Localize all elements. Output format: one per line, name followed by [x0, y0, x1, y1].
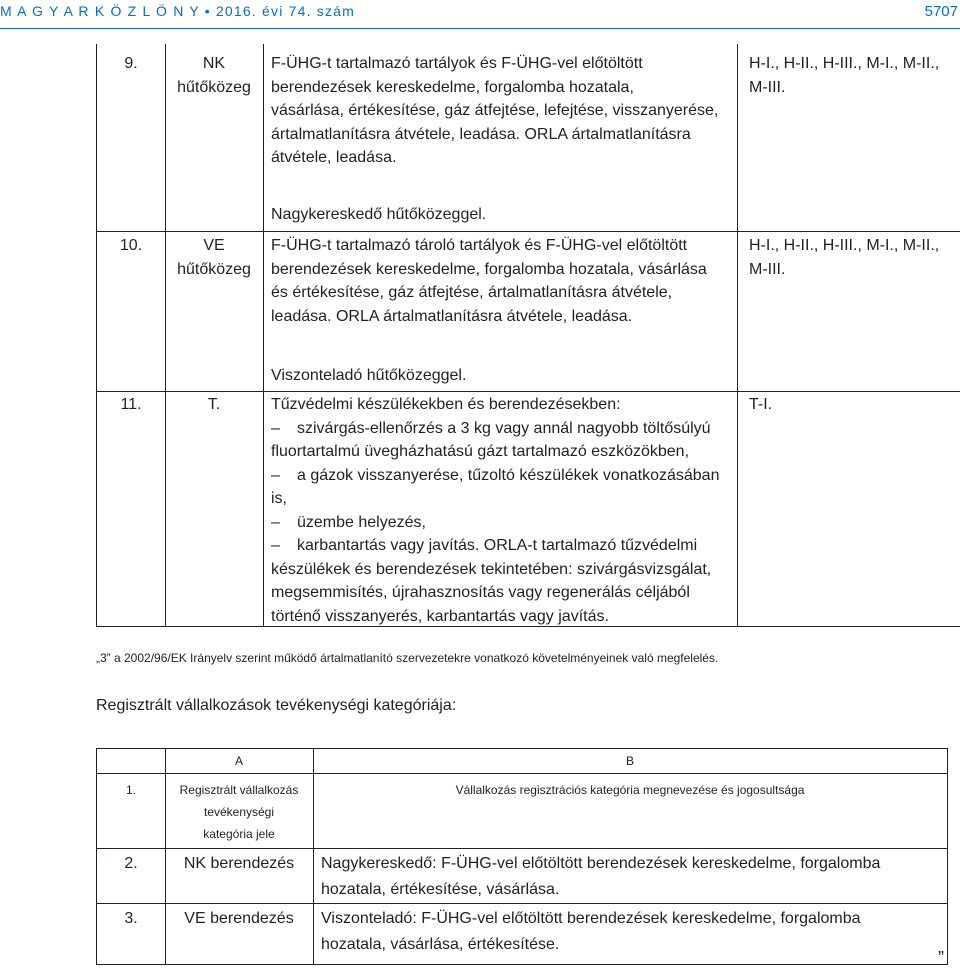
category-code-line: VE	[203, 237, 225, 254]
cell-line: tevékenységi	[203, 805, 275, 819]
activity-table	[96, 44, 960, 627]
column-divider	[737, 44, 738, 626]
requirement-line: H-I., H-II., H-III., M-I., M-II.,	[749, 237, 940, 254]
row-divider	[97, 903, 947, 904]
cell-line: hozatala, vásárlása, értékesítése.	[321, 936, 560, 953]
description-line: készülékek és berendezések tekintetében: szivárgásvizsgálat,	[271, 560, 712, 578]
requirement-codes: T-I.	[749, 396, 773, 413]
row-number: 2.	[124, 855, 138, 872]
cell-line: kategória jele	[203, 827, 275, 841]
row-divider	[97, 391, 960, 392]
category-code-cell: VE berendezés	[184, 910, 294, 927]
description-line: történő visszanyerés, karbantartás vagy javítás.	[271, 607, 609, 625]
category-code-line: NK	[202, 55, 226, 72]
row-number: 9.	[124, 55, 138, 72]
description-line: ártalmatlanításra átvétele, leadása. ORLA ártalmatlanításra	[271, 125, 691, 143]
activity-note: Nagykereskedő hűtőközeggel.	[271, 206, 487, 223]
requirement-line: M-III.	[749, 260, 786, 278]
cell-line: Viszonteladó: F-ÜHG-vel előtöltött berendezések kereskedelme, forgalomba	[321, 910, 861, 927]
activity-description	[271, 393, 737, 628]
requirement-codes	[749, 234, 960, 281]
column-header-a: A	[234, 754, 243, 768]
description-list-item	[271, 511, 737, 535]
cell-line: Regisztrált vállalkozás	[179, 783, 299, 797]
column-header-b: B	[625, 754, 634, 768]
row-number: 1.	[125, 783, 136, 797]
section-title: Regisztrált vállalkozások tevékenységi kategóriája:	[96, 697, 457, 714]
row-number: 3.	[124, 910, 138, 927]
requirement-line: M-III.	[749, 78, 786, 96]
dash-marker: –	[271, 466, 280, 484]
cell-line: hozatala, értékesítése, vásárlása.	[321, 881, 560, 898]
header-divider	[0, 28, 960, 29]
category-name-cell	[321, 851, 943, 903]
cell-line: Nagykereskedő: F-ÜHG-vel előtöltött berendezések kereskedelme, forgalomba	[321, 855, 881, 872]
category-code: T.	[207, 396, 221, 413]
row-divider	[97, 773, 947, 774]
row-number: 10.	[119, 237, 143, 254]
description-line: F-ÜHG-t tartalmazó tároló tartályok és F-ÜHG-vel előtöltött	[271, 237, 688, 254]
category-code-cell	[165, 779, 313, 845]
dash-marker: –	[271, 419, 280, 437]
description-line: fluortartalmú üvegházhatású gázt tartalmazó eszközökben,	[271, 443, 690, 460]
description-line: szivárgás-ellenőrzés a 3 kg vagy annál nagyobb töltősúlyú	[297, 419, 711, 437]
category-code	[165, 52, 263, 99]
description-line: átvétele, leadása.	[271, 149, 397, 166]
description-line: a gázok visszanyerése, tűzoltó készülékek vonatkozásában is,	[271, 466, 720, 507]
description-list-item	[271, 417, 737, 441]
activity-description	[271, 234, 733, 328]
dash-marker: –	[271, 513, 280, 531]
description-intro: Tűzvédelmi készülékekben és berendezésekben:	[271, 396, 621, 413]
description-line: vásárlása, értékesítése, gáz átfejtése, lefejtése, visszanyerése,	[271, 102, 719, 119]
page-number: 5707	[924, 3, 958, 20]
description-line: berendezések kereskedelme, forgalomba hozatala,	[271, 78, 634, 96]
closing-quote: ”	[938, 948, 944, 968]
category-code-cell: NK berendezés	[183, 855, 295, 872]
category-table	[96, 748, 948, 965]
dash-marker: –	[271, 537, 280, 554]
row-divider	[97, 848, 947, 849]
description-line: berendezések kereskedelme, forgalomba hozatala, vásárlása	[271, 260, 707, 278]
column-divider	[165, 44, 166, 626]
category-code-line: hűtőközeg	[177, 260, 251, 278]
activity-note: Viszonteladó hűtőközeggel.	[271, 367, 467, 384]
description-line: megsemmisítés, újrahasznosítás vagy regenerálás céljából	[271, 584, 690, 601]
running-header-title: M A G Y A R K Ö Z L Ö N Y • 2016. évi 74. szám	[0, 3, 356, 19]
column-divider	[263, 44, 264, 626]
footnote: „3” a 2002/96/EK Irányelv szerint működő ártalmatlanító szervezetekre vonatkozó követelményeinek való megfelelés.	[96, 651, 719, 665]
description-line: leadása. ORLA ártalmatlanításra átvétele, leadása.	[271, 307, 633, 325]
activity-description	[271, 52, 733, 170]
category-code	[165, 234, 263, 281]
category-name-cell	[321, 906, 943, 958]
category-name-cell: Vállalkozás regisztrációs kategória megnevezése és jogosultsága	[455, 783, 805, 797]
description-line: F-ÜHG-t tartalmazó tartályok és F-ÜHG-vel előtöltött	[271, 55, 643, 72]
requirement-line: H-I., H-II., H-III., M-I., M-II.,	[749, 55, 940, 72]
description-list-item	[271, 464, 737, 511]
description-line: karbantartás vagy javítás. ORLA-t tartalmazó tűzvédelmi	[297, 537, 698, 554]
category-code-line: hűtőközeg	[177, 78, 251, 96]
row-divider	[97, 231, 960, 232]
description-line: üzembe helyezés,	[297, 513, 426, 531]
requirement-codes	[749, 52, 960, 99]
description-line: és értékesítése, gáz átfejtése, ártalmatlanításra átvétele,	[271, 284, 673, 301]
row-number: 11.	[120, 396, 142, 413]
description-list-item	[271, 534, 737, 558]
